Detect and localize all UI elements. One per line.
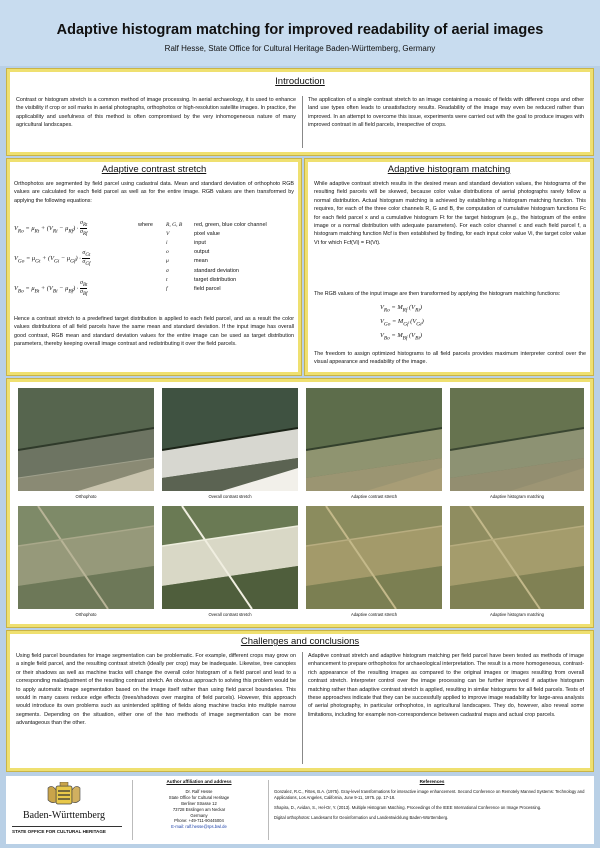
caption-orthophoto-1: Orthophoto bbox=[75, 494, 97, 499]
equation-red: $V_{Ro} = \mu_{Rt} + (V_{Ri} - \mu_{Rf})$ · $\frac{\sigma_{Rt}}{\sigma_{Rf}}$ bbox=[14, 220, 88, 238]
caption-histogram-matching-1: Adaptive histogram matching bbox=[490, 494, 544, 499]
acs-title: Adaptive contrast stretch bbox=[101, 164, 207, 175]
figure-orthophoto-2 bbox=[18, 506, 154, 609]
equation-green: $V_{Go} = \mu_{Gt} + (V_{Gi} - \mu_{Gf})$ · $\frac{\sigma_{Gt}}{\sigma_{Gf}}$ bbox=[14, 250, 91, 268]
equation-blue: $V_{Bo} = \mu_{Bt} + (V_{Bi} - \mu_{Bf})$ · $\frac{\sigma_{Bt}}{\sigma_{Bf}}$ bbox=[14, 280, 88, 298]
figures-panel bbox=[10, 382, 590, 624]
variable-row: R, G, B red, green, blue color channel bbox=[166, 221, 267, 228]
poster-title: Adaptive histogram matching for improved readability of aerial images bbox=[56, 22, 544, 38]
introduction-right-text: The application of a single contrast stretch to an image containing a mosaic of fields with different crops and other land use types often leads to unsatisfactory results. Readability of the image may even be reduced rather than improved. In an attempt to overcome this issue, experiments were carried out with the goal to produce images with improved contrast in all field parcels, irrespective of crops. bbox=[308, 97, 584, 129]
caption-overall-stretch-1: Overall contrast stretch bbox=[208, 494, 252, 499]
figure-adaptive-stretch-2 bbox=[306, 506, 442, 609]
coat-of-arms-icon bbox=[44, 782, 84, 808]
logo bbox=[14, 782, 114, 840]
matching-equation-blue: $V_{Bo} = M_{Bf}$ $(V_{Bi})$ bbox=[380, 332, 422, 342]
email-link[interactable]: E-mail: ralf.hesse@rps.bwl.de bbox=[171, 824, 227, 830]
conclusions-right-text: Adaptive contrast stretch and adaptive histogram matching per field parcel have been tested as methods of image enhancement to prepare orthophotos for archaeological interpretation. The result is a more homogeneous, contrast-rich appearance of the resulting images as compared to the original images or images resulting from overall contrast stretch. Interpreter control over the image processing can be further improved if adaptive histogram matching rather than adaptive contrast stretch is applied, resulting in similar histograms for all field parcels. Tests of these approaches indicate that they can be successfully applied to improve image readability for large-area analysis of aerial photography, in particular orthophotos, in agricultural landscapes. They do, however, also reveal some limitations, including for example non-correspondence between cadastral maps and actual crop parcels. bbox=[308, 653, 584, 718]
variable-row: i input bbox=[166, 239, 206, 246]
figure-adaptive-stretch-1 bbox=[306, 388, 442, 491]
reference-item: Digital orthophotos: Landesamt für Geoinformation und Landentwicklung Baden-Württemberg. bbox=[274, 814, 449, 820]
conclusions-left-text: Using field parcel boundaries for image segmentation can be problematic. For example, different crops may grow on a single field parcel, and the resulting contrast stretch (ideally per crop) may be inadequate. Likewise, tree canopies or their shadows as well as machine tracks will change the overall color histogram of a field parcel and lead to a corresponding maladjustment of the resulting contrast stretch. An obvious approach to solving this problem would be to apply automatic image segmentation based on the image itself rather than using field parcel boundaries. This would in many cases reduce edge effects (trees/shadows over margins of field parcels). However, this approach would introduce its own problems such as unintended splitting of fields along machine tracks into multiple narrow segments. Depending on the situation, either one of the two methods of image segmentation can be more advantageous than the other. bbox=[16, 653, 296, 726]
introduction-title: Introduction bbox=[275, 76, 325, 87]
ahm-panel bbox=[308, 162, 590, 372]
introduction-divider bbox=[302, 96, 303, 148]
figure-histogram-matching-2 bbox=[450, 506, 584, 609]
caption-histogram-matching-2: Adaptive histogram matching bbox=[490, 612, 544, 617]
variable-row: o output bbox=[166, 249, 210, 256]
footer-panel bbox=[6, 776, 594, 844]
variable-row: f field parcel bbox=[166, 285, 221, 292]
variable-row: V pixel value bbox=[166, 230, 220, 237]
caption-adaptive-stretch-1: Adaptive contrast stretch bbox=[350, 494, 398, 499]
references-list bbox=[274, 789, 590, 821]
acs-conclusion-text: Hence a contrast stretch to a predefined target distribution is applied to each field parcel, and as a result the color values distributions of all field parcels have the same mean and standard deviation. If the input image has overall good contrast, RGB mean and standard deviation values for the entire image can be used as target distribution parameters, thereby keeping overall image contrast and redistributing it over the field parcels. bbox=[14, 316, 294, 348]
introduction-panel bbox=[10, 72, 590, 152]
footer-divider-2 bbox=[268, 780, 269, 840]
reference-item: Gonzalez, R.C., Fittes, B.A. (1975). Gray-level transformations for interactive image enhancement. Second Conference on Remotely Manned Systems: Technology and Applications, Los Angeles, California, June 9-11, 1975. pp. 17-18. bbox=[274, 789, 585, 800]
variable-row: σ standard deviation bbox=[166, 267, 239, 274]
variable-row: t target distribution bbox=[166, 276, 237, 283]
ahm-title: Adaptive histogram matching bbox=[387, 164, 511, 175]
figure-overall-stretch-1 bbox=[162, 388, 298, 491]
conclusions-panel bbox=[10, 634, 590, 768]
acs-where-word: where bbox=[138, 222, 153, 228]
figure-histogram-matching-1 bbox=[450, 388, 584, 491]
affiliation-heading: Author affiliation and address bbox=[166, 779, 232, 784]
ahm-conclusion-text: The freedom to assign optimized histograms to all field parcels provides maximum interpreter control over the visual appearance and readability of the image. bbox=[314, 351, 586, 366]
affiliation-address: Dr. Ralf Hesse State Office for Cultural Heritage Berliner Strasse 12 73728 Esslingen am Neckar Germany Phone: +49-711-90445004 E-mail: ralf.hesse@rps.bwl.de bbox=[134, 789, 264, 830]
matching-equation-green: $V_{Go} = M_{Gf}$ $(V_{Gi})$ bbox=[380, 318, 424, 328]
introduction-left-text: Contrast or histogram stretch is a common method of image processing. In aerial archaeology, it is used to enhance the visibility if crop or soil marks in aerial photographs, orthophotos or high-resolution satellite images. In practice, the applicability and usefulness of this method is often compromised by the very inhomogeneous nature of many agricultural landscapes. bbox=[16, 97, 296, 129]
matching-equation-red: $V_{Ro} = M_{Rf}$ $(V_{Ri})$ bbox=[380, 304, 422, 314]
footer-divider-1 bbox=[132, 780, 133, 840]
ahm-intro-text: While adaptive contrast stretch results in the desired mean and standard deviation values, the histograms of the resulting field parcels will be skewed, because color value distributions of aerial photographs rarely follow a normal distribution. Actual histogram matching is achieved by establishing a histogram matching function. This requires, for each of the three color channels R, G and B, the computation of cumulative histogram functions Fc for each field parcel x and a cumulative histogram Ft for the target histogram (e.g., the histogram of the entire image or a normal distribution with adequate parameters). For each color channel c and each field parcel f, a histogram matching function Mcf is then established by finding, for each input color value Vi, the target color value Vt for which Fcf(Vi) = Ft(Vt). bbox=[314, 181, 586, 246]
logo-subtitle: STATE OFFICE FOR CULTURAL HERITAGE bbox=[12, 826, 122, 834]
acs-panel bbox=[10, 162, 298, 372]
figure-overall-stretch-2 bbox=[162, 506, 298, 609]
caption-orthophoto-2: Orthophoto bbox=[75, 612, 97, 617]
conclusions-divider bbox=[302, 652, 303, 764]
caption-overall-stretch-2: Overall contrast stretch bbox=[208, 612, 252, 617]
references-heading: References bbox=[419, 779, 445, 784]
figure-orthophoto-1 bbox=[18, 388, 154, 491]
conclusions-title: Challenges and conclusions bbox=[240, 636, 360, 647]
caption-adaptive-stretch-2: Adaptive contrast stretch bbox=[350, 612, 398, 617]
acs-intro-text: Orthophotos are segmented by field parcel using cadastral data. Mean and standard deviation of orthophoto RGB values are calculated for each field parcel as well as for the entire image. RGB values are then transformed by applying the following equations: bbox=[14, 181, 294, 204]
variable-row: μ mean bbox=[166, 258, 208, 265]
reference-item: Shapira, D., Avidan, S., Hel-Or, Y. (2013). Multiple Histogram Matching. Proceedings of the IEEE International Conference on Image Processing. bbox=[274, 804, 542, 810]
ahm-transform-text: The RGB values of the input image are then transformed by applying the histogram matching functions: bbox=[314, 291, 561, 297]
logo-name: Baden-Württemberg bbox=[22, 810, 105, 821]
poster-header bbox=[0, 0, 600, 66]
variable-legend bbox=[166, 220, 267, 294]
poster-author: Ralf Hesse, State Office for Cultural Heritage Baden-Württemberg, Germany bbox=[164, 44, 436, 53]
